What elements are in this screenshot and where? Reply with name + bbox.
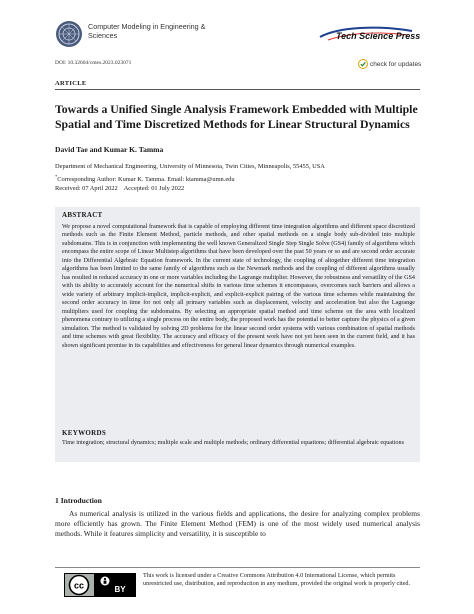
check-for-updates-link[interactable]: check for updates [370, 61, 422, 68]
footer-divider [55, 567, 420, 568]
journal-name: Computer Modeling in Engineering & Sciences [88, 22, 206, 40]
by-badge-label: BY [114, 585, 126, 594]
keywords-text: Time integration; structural dynamics; multiple scale and multiple methods; ordinary differential equations; differential algebraic equations [62, 440, 404, 446]
journal-logo-icon [55, 20, 83, 48]
section-heading-introduction: 1 Introduction [55, 496, 102, 505]
affiliation-block [55, 162, 425, 194]
abstract-heading: ABSTRACT [62, 211, 103, 219]
corresponding-mark: * [55, 173, 58, 179]
publisher-name: Tech Science Press [336, 31, 421, 41]
license-notice: This work is licensed under a Creative Commons Attribution 4.0 International License, which permits unrestricted use, distribution, and reproduction in any medium, provided the original work is properly cited. [143, 572, 411, 587]
check-for-updates-icon[interactable] [358, 59, 368, 69]
cc-badge-label: cc [73, 580, 85, 591]
article-type-label: ARTICLE [55, 80, 87, 87]
cc-by-license-badge-icon[interactable] [64, 573, 136, 597]
introduction-text: As numerical analysis is utilized in the various fields and applications, the desire for analyzing complex problems more efficiently has grown. The Finite Element Method (FEM) is one of the most widely used numerical analysis methods. While it features simplicity and versatility, it is susceptible to [55, 509, 420, 538]
article-title: Towards a Unified Single Analysis Framework Embedded with Multiple Spatial and Time Discretized Methods for Linear Structural Dynamics [55, 102, 418, 131]
received-accepted-dates: Received: 07 April 2022 Accepted: 01 July 2022 [55, 185, 185, 193]
corresponding-text: Corresponding Author: Kumar K. Tamma. Email: ktamma@umn.edu [57, 175, 235, 183]
header-divider [55, 89, 420, 90]
keywords-heading: KEYWORDS [62, 429, 107, 437]
affiliation: Department of Mechanical Engineering, University of Minnesota, Twin Cities, Minneapolis, 55455, USA [55, 163, 325, 170]
corresponding-author [55, 172, 425, 185]
doi[interactable]: DOI: 10.32604/cmes.2023.023071 [55, 60, 132, 66]
abstract-text: We propose a novel computational framework that is capable of employing different time integration algorithms and different space discretized methods such as the Finite Element Method, particle methods, and other spatial methods on a single body sub-divided into multiple subdomains. This is in conjunction with implementing the well known Generalized Single Step Single Solve (GS4) family of algorithms which encompass the entire scope of Linear Multistep algorithms that have been developed over the past 50 years or so and are second order accurate into the Differential Algebraic Equation framework. In the current state of technology, the coupling of altogether different time integration algorithms has been limited to the same family of algorithms such as the Newmark methods and the coupling of different algorithms usually has resulted in reduced accuracy in one or more variables including the Lagrange multiplier. However, the robustness and versatility of the GS4 with its ability to accurately account for the numerical shifts in various time schemes it encompasses, overcomes such barriers and allows a wide variety of arbitrary implicit-implicit, implicit-explicit, and explicit-explicit pairing of the various time schemes while maintaining the second order accuracy in time for not only all primary variables such as displacement, velocity and acceleration but also the Lagrange multipliers used for coupling the subdomains. By selecting an appropriate spatial method and time scheme on the area with localized phenomena contrary to utilizing a single process on the entire body, the proposed work has the potential to better capture the physics of a given simulation. The method is validated by solving 2D problems for the linear second order systems with various combination of spatial methods and time schemes with great flexibility. The accuracy and efficacy of the present work have not yet been seen in the current field, and it has shown significant promise in its capabilities and effectiveness for general linear dynamics through numerical examples. [62, 224, 415, 349]
authors: David Tae and Kumar K. Tamma [55, 145, 164, 154]
